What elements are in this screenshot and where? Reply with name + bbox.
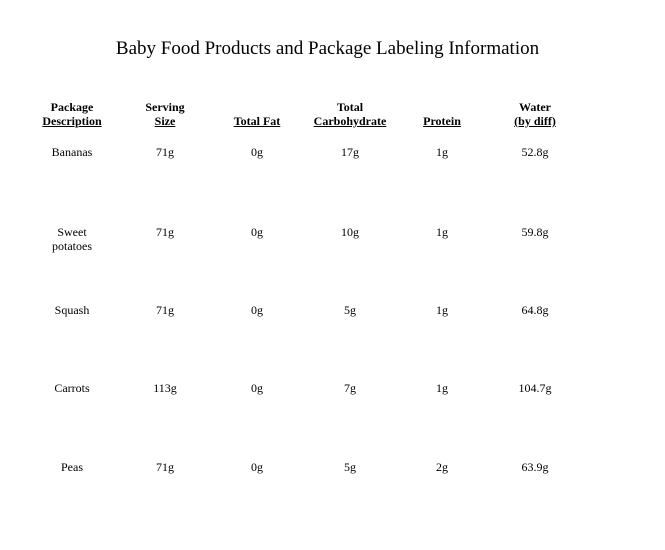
table-cell-serving: 71g — [156, 460, 174, 474]
header-line-underlined: Carbohydrate — [313, 114, 387, 128]
page-title: Baby Food Products and Package Labeling Information — [115, 38, 540, 59]
description-line: Carrots — [54, 381, 90, 395]
table-cell-carb: 5g — [344, 303, 356, 317]
table-cell-carb: 17g — [341, 145, 359, 159]
table-cell-protein: 1g — [436, 381, 448, 395]
table-cell-water: 64.8g — [521, 303, 549, 317]
header-water — [480, 100, 590, 128]
table-cell-protein: 1g — [436, 145, 448, 159]
header-line: Total — [336, 100, 364, 114]
header-line-underlined: Protein — [423, 114, 461, 128]
header-line-underlined: Total Fat — [233, 114, 281, 128]
table-cell-carb: 5g — [344, 460, 356, 474]
table-cell-carb: 10g — [341, 225, 359, 239]
table-cell-serving: 71g — [156, 145, 174, 159]
table-cell-serving: 71g — [156, 303, 174, 317]
table-cell-protein: 2g — [436, 460, 448, 474]
header-line: Package — [50, 100, 94, 114]
table-cell-serving: 71g — [156, 225, 174, 239]
table-cell-fat: 0g — [251, 303, 263, 317]
description-line: Peas — [61, 460, 83, 474]
description-line: Squash — [54, 303, 90, 317]
table-cell-water: 59.8g — [521, 225, 549, 239]
table-cell-protein: 1g — [436, 303, 448, 317]
header-line: Water — [519, 100, 551, 114]
table-cell-fat: 0g — [251, 460, 263, 474]
table-cell-water: 104.7g — [518, 381, 552, 395]
description-line: Sweet — [57, 225, 87, 239]
table-cell-protein: 1g — [436, 225, 448, 239]
table-cell-serving: 113g — [153, 381, 177, 395]
header-line-underlined: Size — [154, 114, 176, 128]
table-cell-fat: 0g — [251, 381, 263, 395]
table-cell-fat: 0g — [251, 145, 263, 159]
header-line-underlined: (by diff) — [514, 114, 556, 128]
description-line: Bananas — [51, 145, 93, 159]
header-line-underlined: Description — [42, 114, 102, 128]
header-line: Serving — [145, 100, 185, 114]
table-cell-water: 63.9g — [521, 460, 549, 474]
table-cell-water: 52.8g — [521, 145, 549, 159]
table-cell-fat: 0g — [251, 225, 263, 239]
description-line: potatoes — [52, 239, 92, 253]
table-cell-carb: 7g — [344, 381, 356, 395]
